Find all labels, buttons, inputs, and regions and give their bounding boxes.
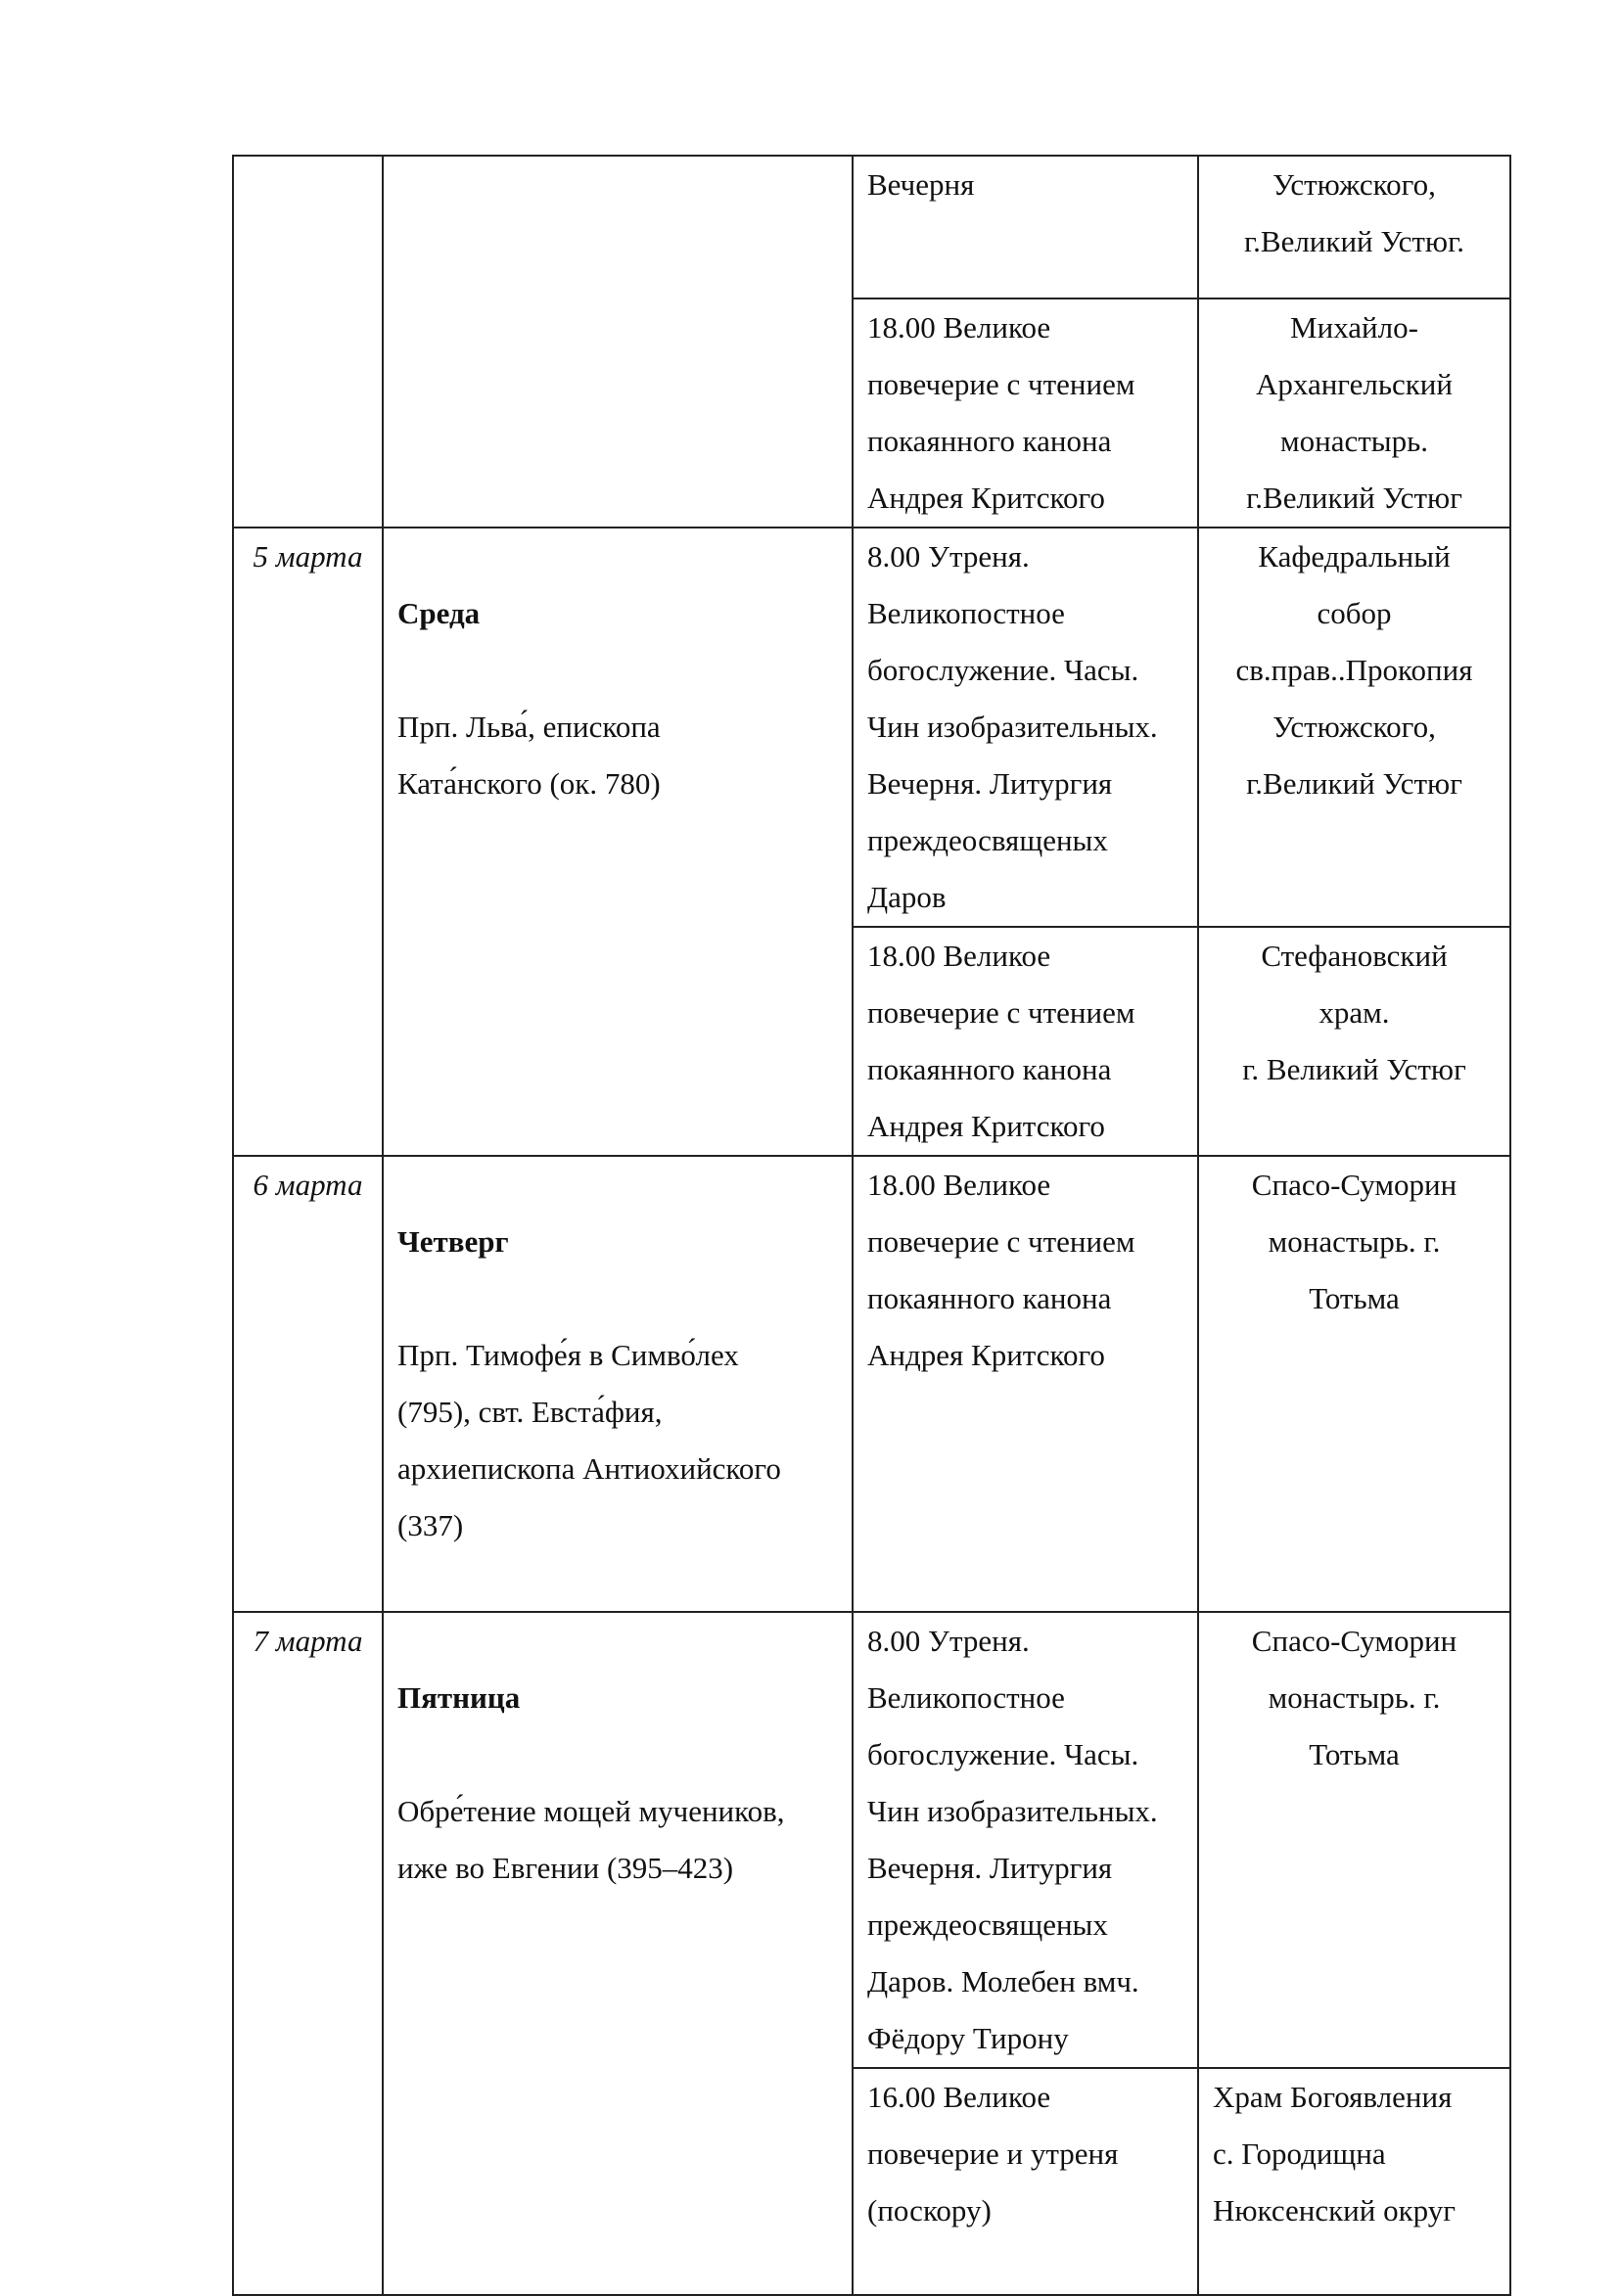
saint-commemoration: Обре́тение мощей мучеников, иже во Евгении (395–423): [397, 1794, 785, 1885]
day-cell: [383, 156, 853, 528]
day-cell: [383, 528, 853, 1156]
day-name: Четверг: [397, 1224, 509, 1259]
place-cell: Кафедральный собор св.прав..Прокопия Устюжского, г.Великий Устюг: [1198, 528, 1510, 927]
day-cell: [383, 1612, 853, 2295]
date-cell: 6 марта: [233, 1156, 383, 1612]
day-cell: [383, 1156, 853, 1612]
date-cell: 7 марта: [233, 1612, 383, 2295]
saint-commemoration: Прп. Льва́, епископа Ката́нского (ок. 780): [397, 710, 661, 801]
day-name: Пятница: [397, 1680, 521, 1715]
saint-commemoration: Прп. Тимофе́я в Симво́лех (795), свт. Евста́фия, архиепископа Антиохийского (337): [397, 1338, 781, 1542]
table-row: [233, 156, 1510, 298]
day-name: Среда: [397, 596, 481, 630]
date-cell: [233, 156, 383, 528]
service-cell: 18.00 Великое повечерие с чтением покаянного канона Андрея Критского: [853, 1156, 1198, 1612]
place-cell: Спасо-Суморин монастырь. г. Тотьма: [1198, 1156, 1510, 1612]
place-cell: Стефановский храм. г. Великий Устюг: [1198, 927, 1510, 1156]
place-cell: Храм Богоявления с. Городищна Нюксенский округ: [1198, 2068, 1510, 2295]
service-cell: 8.00 Утреня. Великопостное богослужение. Часы. Чин изобразительных. Вечерня. Литургия преждеосвященых Даров: [853, 528, 1198, 927]
schedule-table: [232, 155, 1511, 2296]
service-cell: 16.00 Великое повечерие и утреня (поскору): [853, 2068, 1198, 2295]
service-cell: 18.00 Великое повечерие с чтением покаянного канона Андрея Критского: [853, 927, 1198, 1156]
place-cell: Михайло- Архангельский монастырь. г.Великий Устюг: [1198, 298, 1510, 528]
place-cell: Спасо-Суморин монастырь. г. Тотьма: [1198, 1612, 1510, 2068]
service-cell: 8.00 Утреня. Великопостное богослужение. Часы. Чин изобразительных. Вечерня. Литургия преждеосвященых Даров. Молебен вмч. Фёдору Тирону: [853, 1612, 1198, 2068]
service-cell: Вечерня: [853, 156, 1198, 298]
date-cell: 5 марта: [233, 528, 383, 1156]
service-cell: 18.00 Великое повечерие с чтением покаянного канона Андрея Критского: [853, 298, 1198, 528]
table-row: [233, 528, 1510, 927]
table-row: [233, 1612, 1510, 2068]
table-row: [233, 1156, 1510, 1612]
place-cell: Устюжского, г.Великий Устюг.: [1198, 156, 1510, 298]
